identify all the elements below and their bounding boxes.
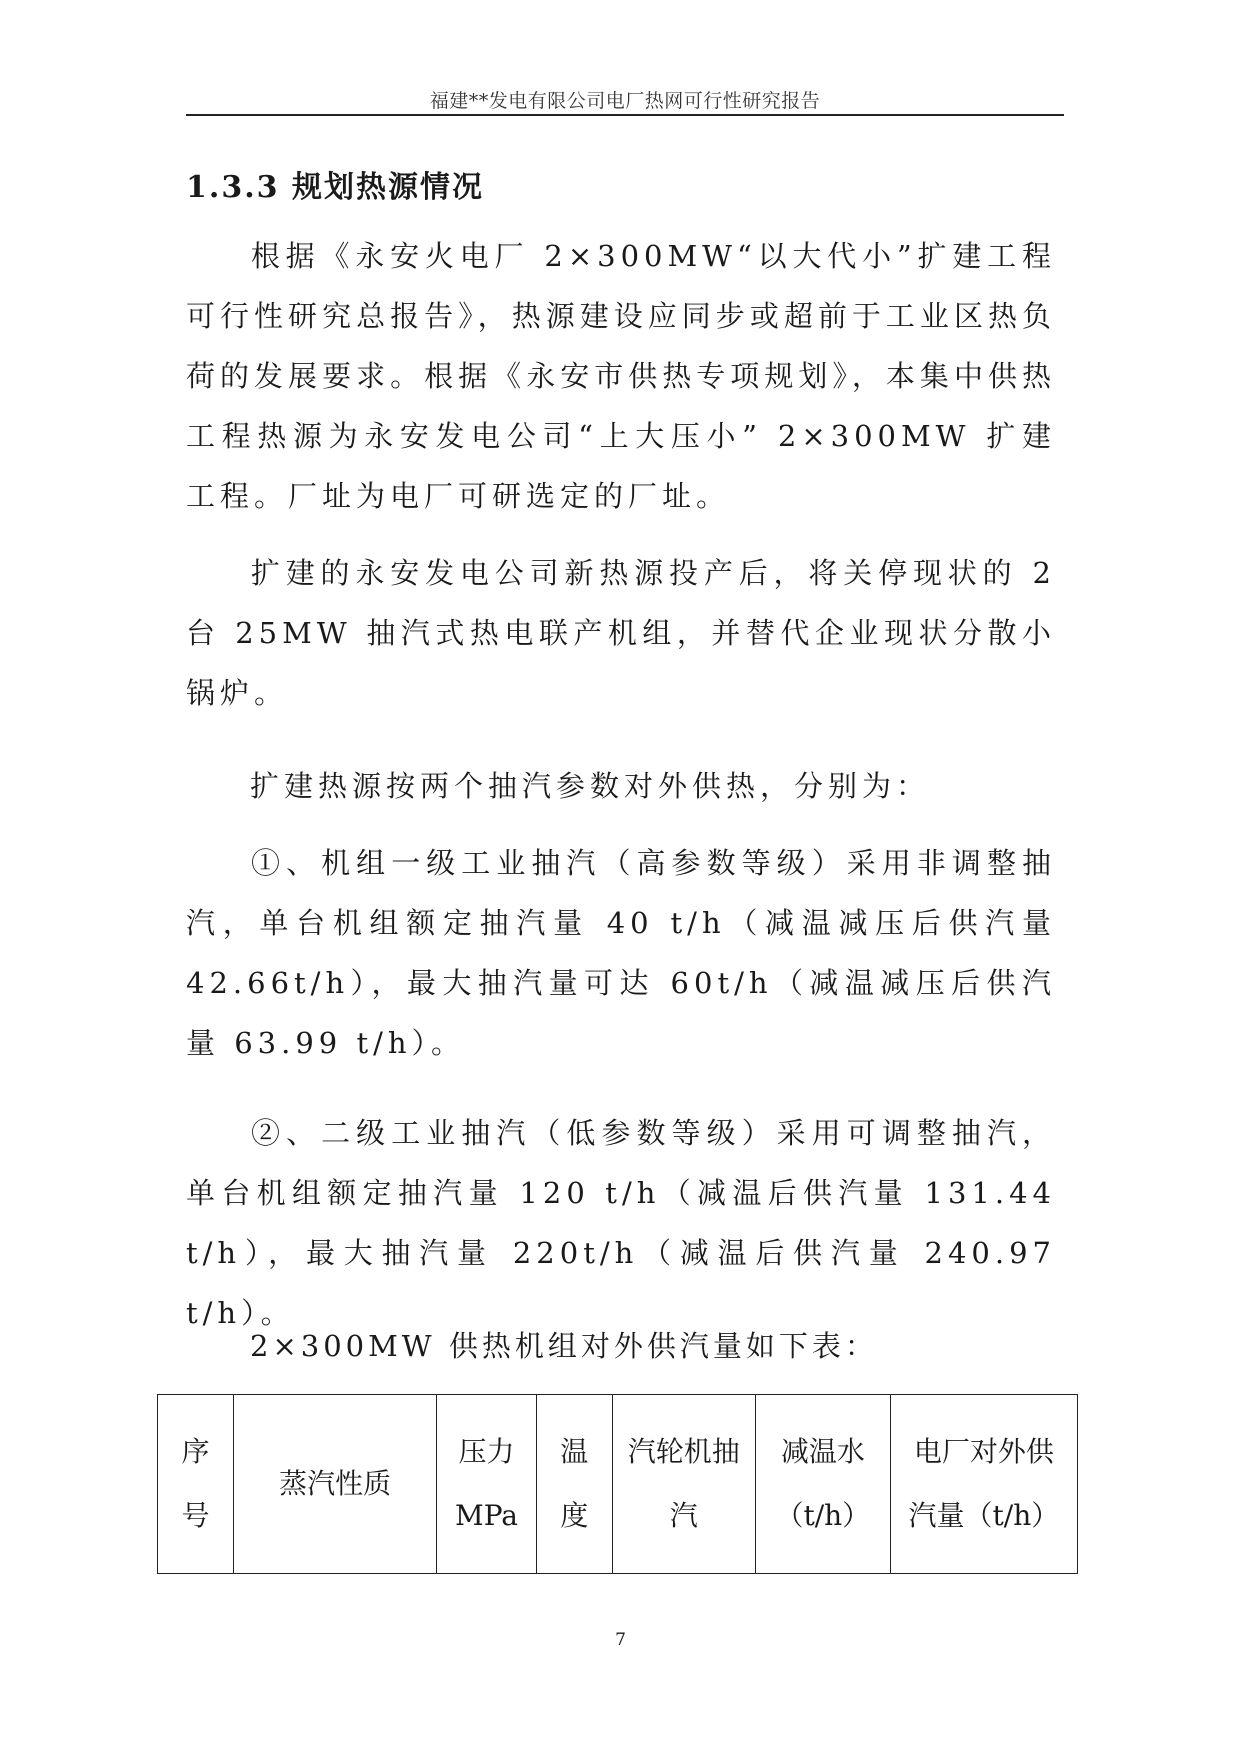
header-cell-text: 压力 xyxy=(458,1435,515,1468)
page-header-title: 福建**发电有限公司电厂热网可行性研究报告 xyxy=(429,90,821,112)
paragraph-expansion xyxy=(186,543,1056,723)
header-cell-text: 蒸汽性质 xyxy=(279,1467,392,1500)
header-cell-text: 温 xyxy=(560,1435,589,1468)
paragraph-text: 根据《永安火电厂 2×300MW“以大代小”扩建工程可行性研究总报告》，热源建设应同步或超前于工业区热负荷的发展要求。根据《永安市供热专项规划》，本集中供热工程热源为永安发电公司“上大压小” 2×300MW 扩建工程。厂址为电厂可研选定的厂址。 xyxy=(186,239,1056,513)
header-cell-text: 汽 xyxy=(669,1499,698,1532)
header-cell-property xyxy=(233,1395,436,1574)
header-cell-text: 电厂对外供 xyxy=(913,1435,1054,1468)
header-cell-text: （t/h） xyxy=(775,1499,871,1532)
header-cell-text: 度 xyxy=(560,1499,589,1532)
header-cell-text: 汽轮机抽 xyxy=(627,1435,740,1468)
paragraph-first-extraction xyxy=(186,833,1056,1073)
header-divider xyxy=(186,114,1064,116)
paragraph-text: 扩建的永安发电公司新热源投产后，将关停现状的 2 台 25MW 抽汽式热电联产机组，并替代企业现状分散小锅炉。 xyxy=(186,556,1056,710)
paragraph-text: ②、二级工业抽汽（低参数等级）采用可调整抽汽，单台机组额定抽汽量 120 t/h（减温后供汽量 131.44 t/h），最大抽汽量 220t/h（减温后供汽量 240.97 t/h）。 xyxy=(186,1116,1056,1330)
paragraph-table-intro xyxy=(186,1316,1056,1376)
page-number: 7 xyxy=(615,1630,626,1650)
header-cell-text: 汽量（t/h） xyxy=(908,1499,1060,1532)
section-heading: 1.3.3 规划热源情况 xyxy=(186,170,484,205)
paragraph-text: 2×300MW 供热机组对外供汽量如下表： xyxy=(250,1329,878,1363)
header-cell-text: MPa xyxy=(455,1499,518,1532)
header-cell-text: 序 xyxy=(181,1435,210,1468)
header-cell-pressure xyxy=(437,1395,536,1574)
paragraph-heat-source-plan xyxy=(186,226,1056,526)
paragraph-text: 扩建热源按两个抽汽参数对外供热，分别为： xyxy=(250,769,931,803)
steam-supply-table xyxy=(157,1394,1078,1574)
table-header-row xyxy=(158,1395,1078,1574)
header-cell-text: 减温水 xyxy=(780,1435,865,1468)
paragraph-second-extraction xyxy=(186,1103,1056,1343)
header-cell-seq xyxy=(158,1395,234,1574)
header-cell-turbine-extraction xyxy=(612,1395,755,1574)
header-cell-text: 号 xyxy=(181,1499,210,1532)
paragraph-text: ①、机组一级工业抽汽（高参数等级）采用非调整抽汽，单台机组额定抽汽量 40 t/h（减温减压后供汽量 42.66t/h），最大抽汽量可达 60t/h（减温减压后供汽量 63.99 t/h）。 xyxy=(186,846,1056,1060)
header-cell-desuperheating-water xyxy=(755,1395,890,1574)
header-cell-external-supply xyxy=(890,1395,1077,1574)
paragraph-extraction-intro xyxy=(186,756,1056,816)
header-cell-temperature xyxy=(536,1395,612,1574)
